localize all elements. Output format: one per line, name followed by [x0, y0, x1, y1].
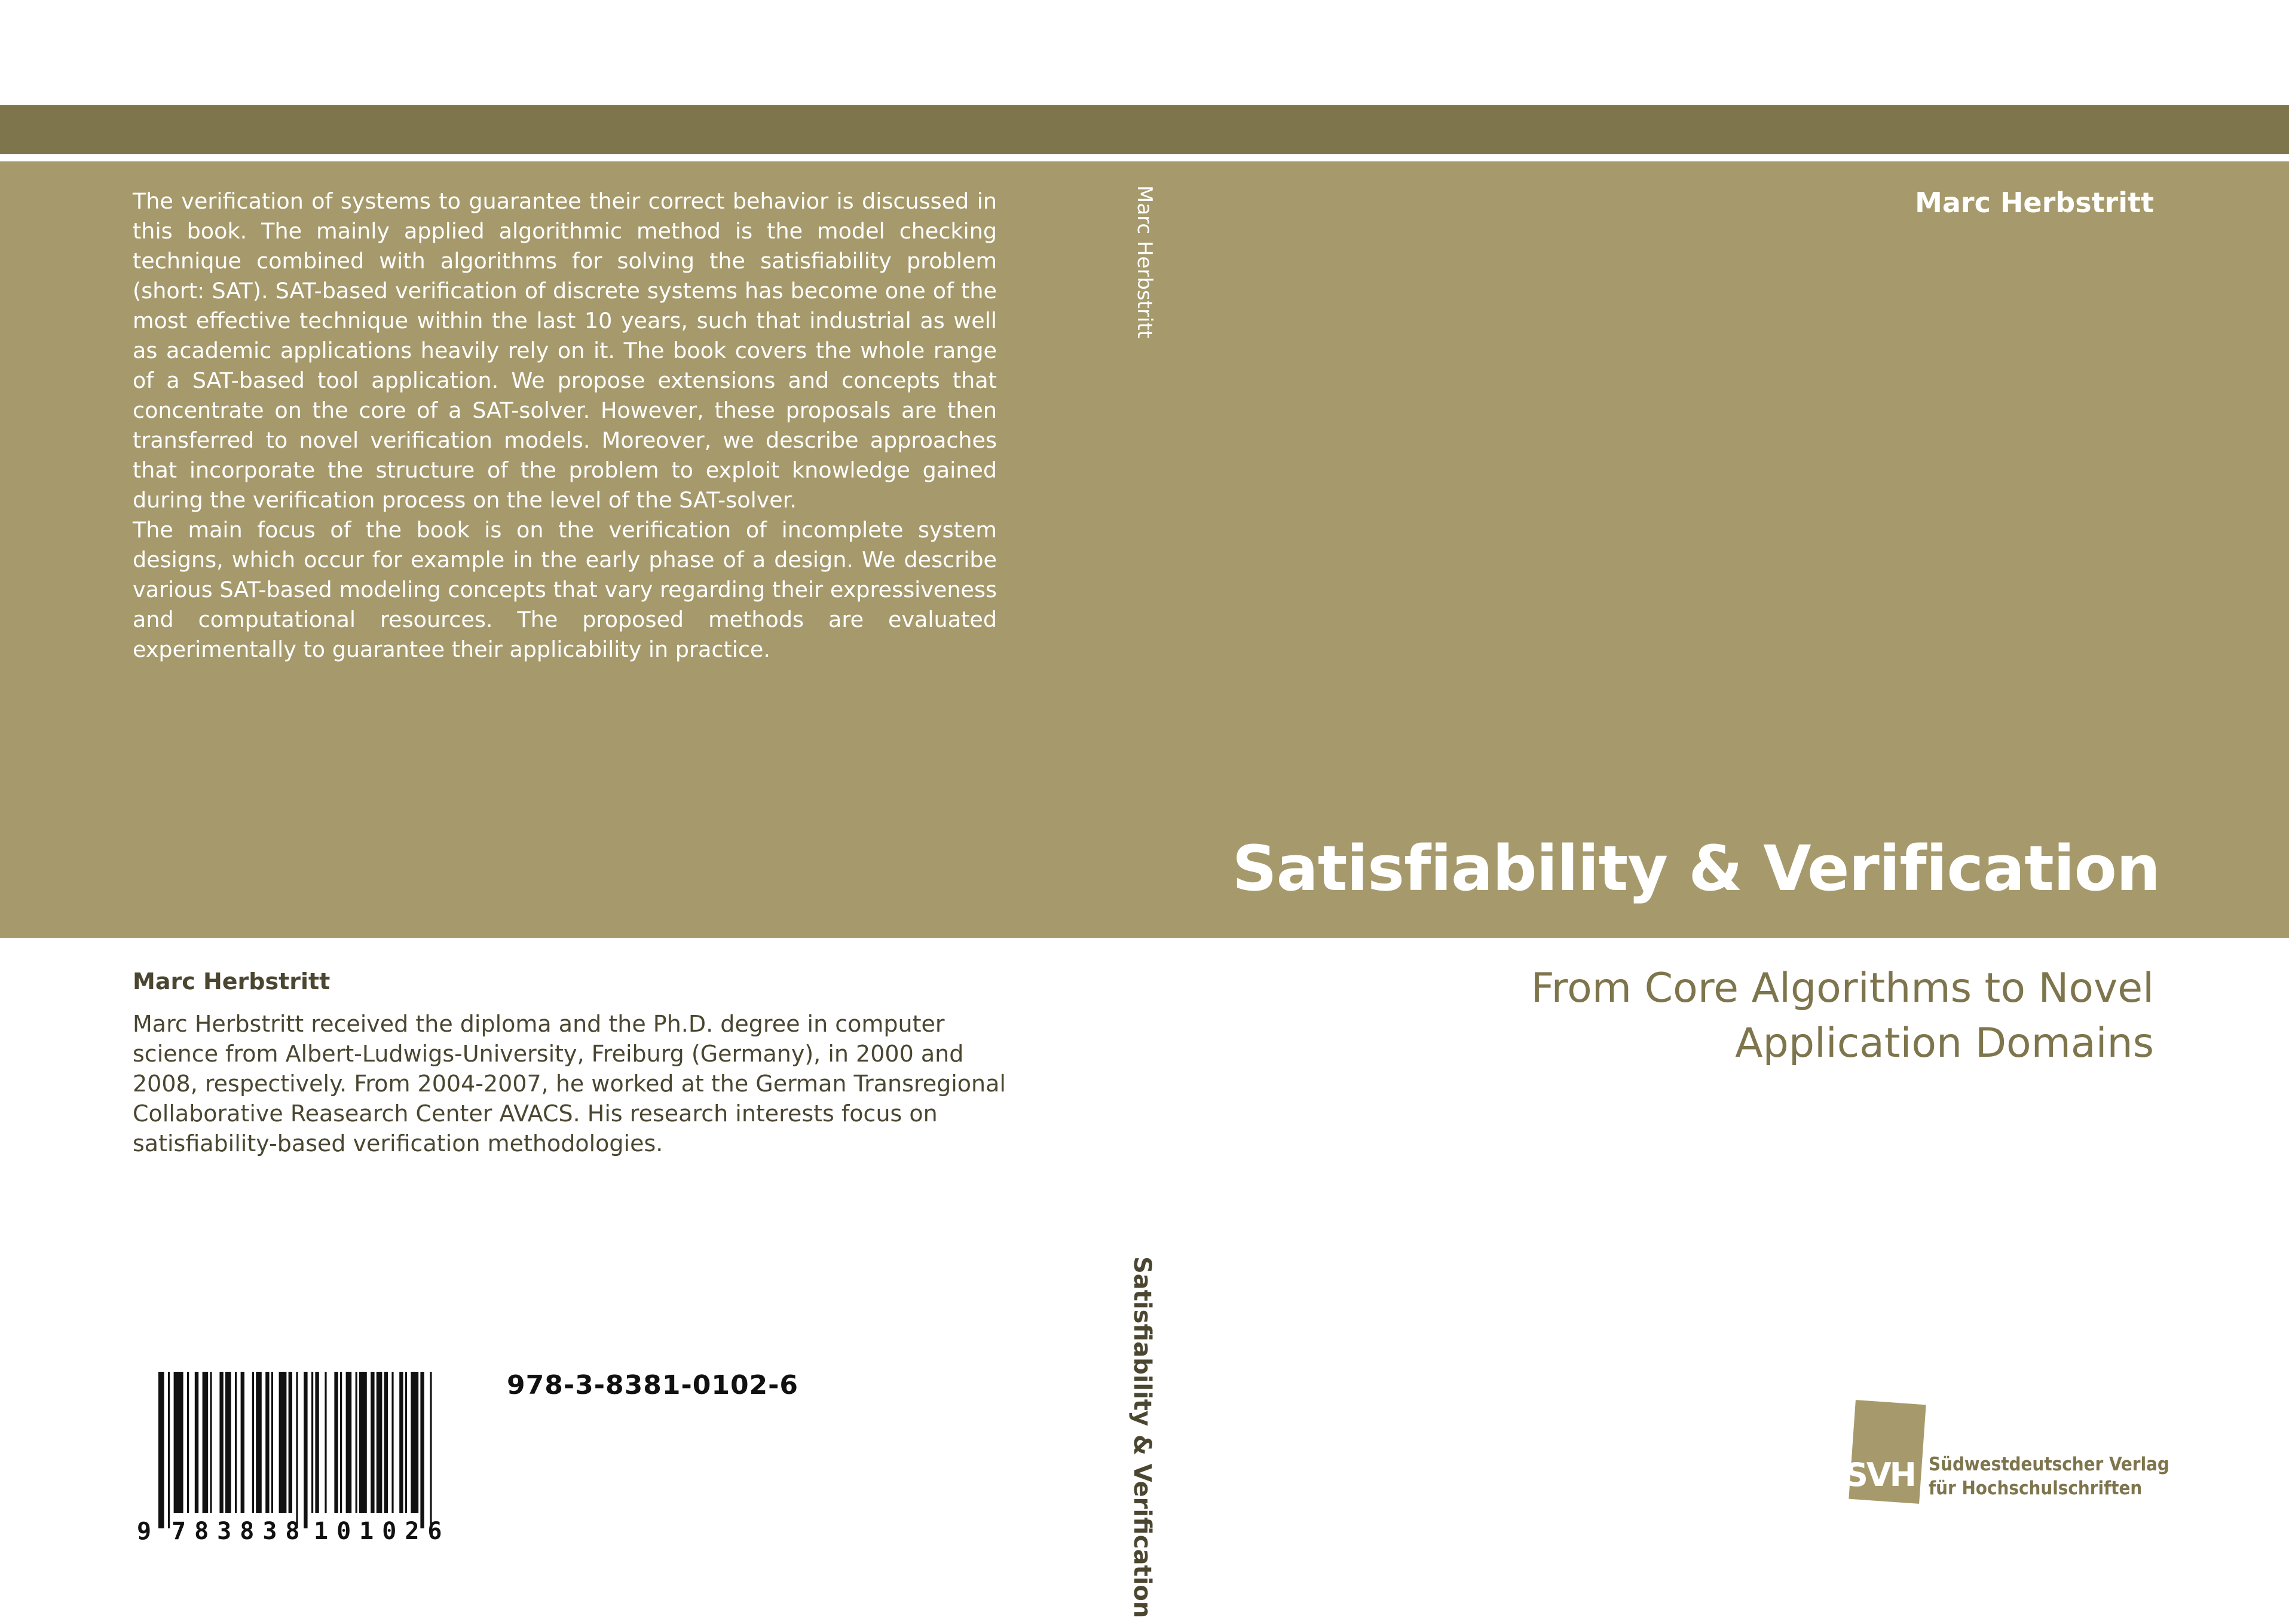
barcode-bar: [158, 1372, 164, 1528]
front-title: Satisfiability & Verification: [1232, 832, 2160, 905]
barcode-bar: [315, 1372, 319, 1513]
subtitle-line-2: Application Domains: [1735, 1020, 2154, 1067]
barcode-bar: [195, 1372, 198, 1513]
barcode-bar: [340, 1372, 342, 1513]
barcode-bar: [256, 1372, 262, 1513]
spine-author: Marc Herbstritt: [1133, 185, 1156, 339]
barcode-bar: [346, 1372, 352, 1513]
barcode-bar: [174, 1372, 183, 1513]
barcode-bar: [271, 1372, 273, 1513]
barcode-bar: [405, 1372, 407, 1513]
barcode-bar: [399, 1372, 403, 1513]
publisher-name-line-2: für Hochschulschriften: [1929, 1478, 2143, 1499]
isbn-number: 978-3-8381-0102-6: [507, 1370, 799, 1400]
publisher-name-line-1: Südwestdeutscher Verlag: [1929, 1454, 2169, 1475]
publisher-logo: [1844, 1399, 2178, 1512]
author-bio: Marc Herbstritt received the diploma and the Ph.D. degree in computer science from Albert-Ludwigs-University, Freiburg (Germany), in 2000 and 2008, respectively. From 2004-2007, he worked at the German Transregional Collaborative Reasearch Center AVACS. His research interests focus on satisfiability-based verification methodologies.: [133, 1011, 1006, 1157]
barcode-bar: [391, 1372, 393, 1513]
barcode-bar: [384, 1372, 388, 1513]
barcode-digit-lead: 9: [137, 1518, 152, 1545]
barcode-bar: [219, 1372, 223, 1513]
barcode-bar: [334, 1372, 338, 1513]
subtitle-line-1: From Core Algorithms to Novel: [1531, 965, 2154, 1012]
barcode-bar: [311, 1372, 313, 1513]
barcode-bar: [279, 1372, 287, 1513]
top-dark-band: [0, 105, 2289, 154]
barcode-bar: [325, 1372, 326, 1513]
spine-title: Satisfiability & Verification: [1128, 1256, 1156, 1619]
barcode-bar: [371, 1372, 374, 1513]
barcode-bar: [241, 1372, 244, 1513]
barcode-bar: [356, 1372, 357, 1513]
barcode-bar: [296, 1372, 298, 1528]
svh-logo-text: SVH: [1845, 1456, 1915, 1494]
barcode-bar: [168, 1372, 170, 1528]
barcode-bar: [225, 1372, 231, 1513]
barcode-bar: [187, 1372, 189, 1513]
blurb-paragraph-2: The main focus of the book is on the verification of incomplete system designs, which occur for example in the early phase of a design. We describe various SAT-based modeling concepts that vary regarding their expressiveness and computational resources. The proposed methods are evaluated experimentally to guarantee their applicability in practice.: [133, 517, 997, 662]
barcode-bar: [265, 1372, 269, 1513]
barcode-bar: [210, 1372, 212, 1513]
blurb-paragraph-1: The verification of systems to guarantee their correct behavior is discussed in this book. The mainly applied algorithmic method is the model checking technique combined with algorithms for solving the satisfiability problem (short: SAT). SAT-based verification of discrete systems has become one of the most effective technique within the last 10 years, such that industrial as well as academic applications heavily rely on it. The book covers the whole range of a SAT-based tool application. We propose extensions and concepts that concentrate on the core of a SAT-solver. However, these proposals are then transferred to novel verification models. Moreover, we describe approaches that incorporate the structure of the problem to exploit knowledge gained during the verification process on the level of the SAT-solver.: [133, 188, 997, 513]
barcode-bar: [377, 1372, 382, 1513]
isbn-barcode: [134, 1372, 463, 1551]
barcode-bar: [252, 1372, 254, 1513]
back-author-name: Marc Herbstritt: [133, 968, 331, 995]
barcode-graphic: [134, 1372, 463, 1551]
barcode-bar: [203, 1372, 209, 1513]
barcode-digits-right: 101026: [314, 1518, 451, 1545]
barcode-bar: [304, 1372, 307, 1528]
back-cover-blurb: [133, 186, 997, 665]
barcode-bar: [430, 1372, 432, 1528]
barcode-digits-left: 783838: [172, 1518, 308, 1545]
barcode-bar: [420, 1372, 424, 1528]
barcode-bar: [289, 1372, 292, 1513]
barcode-bar: [411, 1372, 418, 1513]
front-subtitle: [1531, 961, 2154, 1071]
barcode-bar: [359, 1372, 367, 1513]
front-author-name: Marc Herbstritt: [1915, 186, 2154, 219]
barcode-bar: [235, 1372, 237, 1513]
